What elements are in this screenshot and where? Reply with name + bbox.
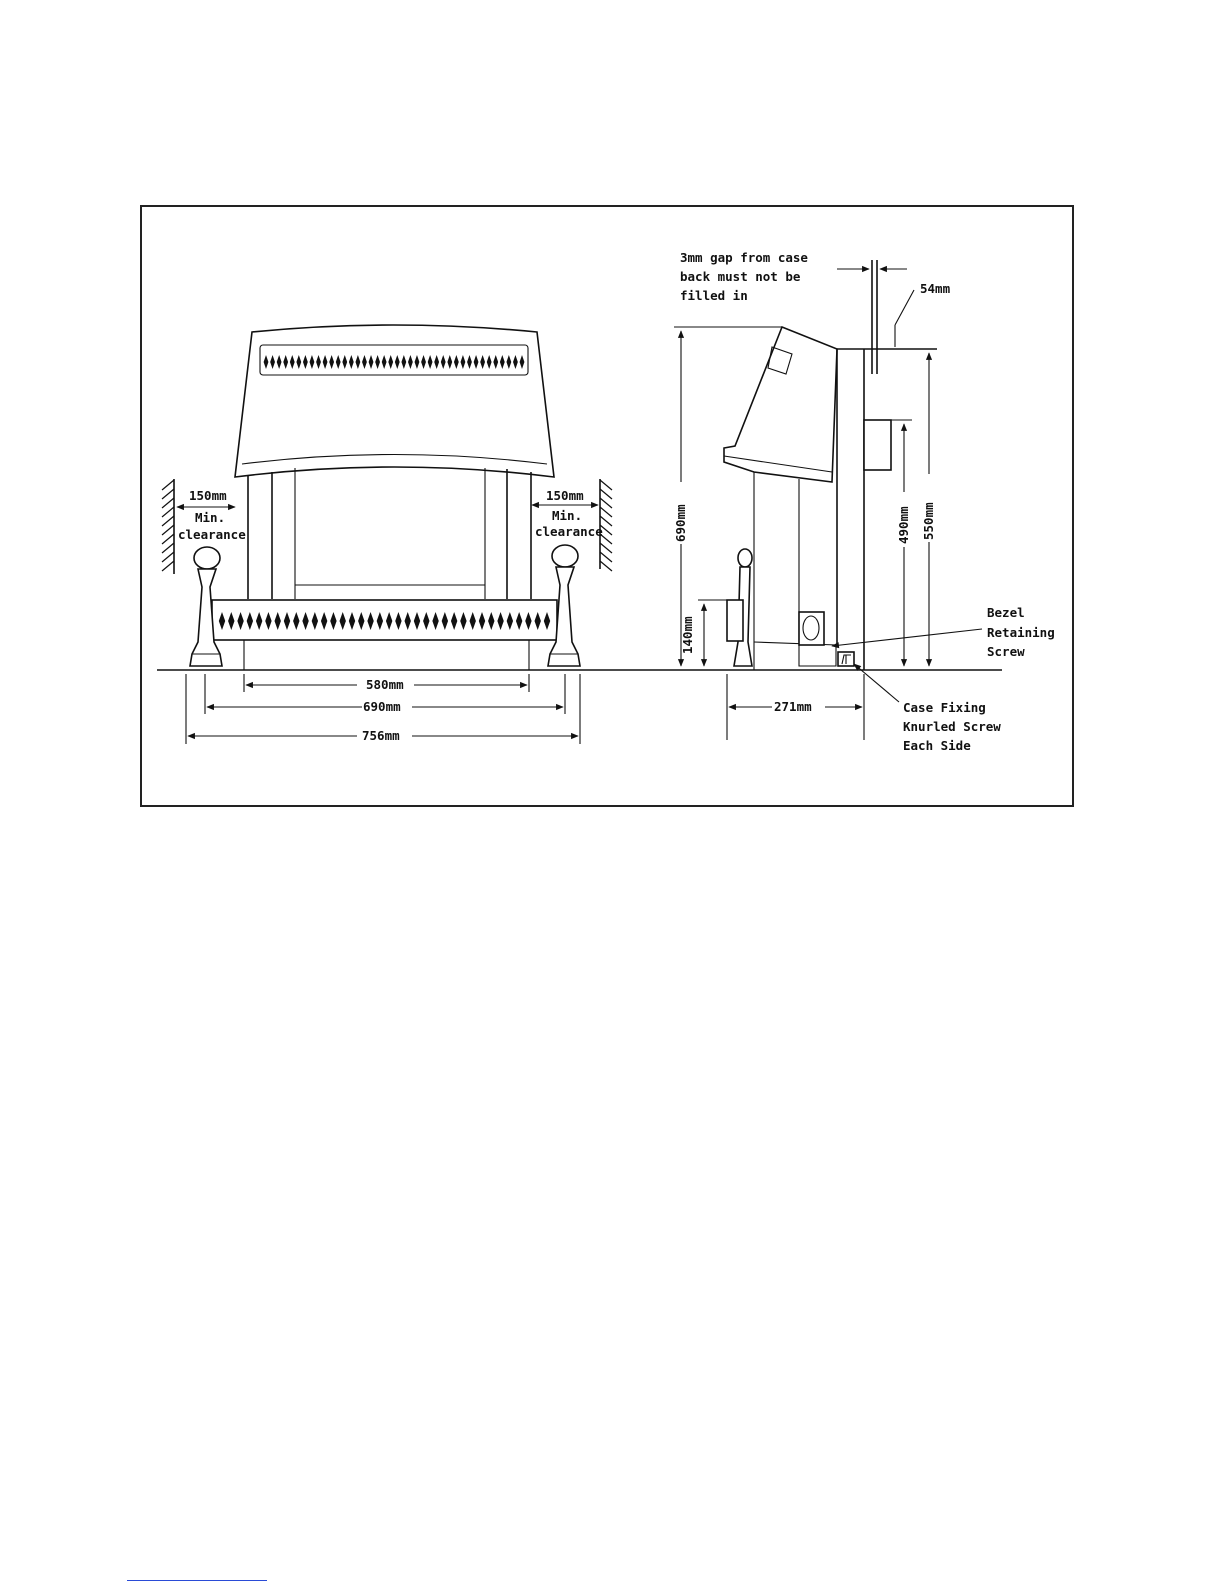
wall-hatch-line (600, 507, 612, 517)
side-elevation (673, 250, 1055, 753)
side-fret (727, 600, 743, 641)
height-140-label: 140mm (680, 616, 695, 654)
bezel-label-3: Screw (987, 644, 1025, 659)
wall-hatch-line (600, 552, 612, 562)
dim-54-leader (895, 290, 914, 325)
wall-bracket (864, 420, 891, 470)
footer-rule (127, 1580, 267, 1581)
left-wall (162, 479, 174, 574)
valve-base (799, 645, 836, 666)
gap-note-line-2: back must not be (680, 269, 801, 284)
wall-hatch-line (162, 534, 174, 544)
wall-hatch-line (162, 561, 174, 571)
right-clearance-dim: 150mm (546, 488, 584, 503)
width-580-label: 580mm (366, 677, 404, 692)
bezel-leader (832, 629, 982, 646)
case-label-1: Case Fixing (903, 700, 986, 715)
wall-hatch-line (162, 480, 174, 490)
wall-hatch-line (162, 498, 174, 508)
wall-hatch-line (600, 498, 612, 508)
wall-hatch-line (600, 489, 612, 499)
fret-bar (212, 600, 557, 640)
front-elevation (157, 325, 1002, 744)
wall-hatch-line (162, 489, 174, 499)
wall-hatch-line (162, 507, 174, 517)
diagram-frame (140, 205, 1074, 807)
wall-hatch-line (600, 480, 612, 490)
left-clearance-min: Min. (195, 510, 226, 525)
wall-hatch-line (162, 552, 174, 562)
wall-hatch-line (162, 525, 174, 535)
width-756-label: 756mm (362, 728, 400, 743)
left-clearance-dim: 150mm (189, 488, 227, 503)
bezel-label-1: Bezel (987, 605, 1025, 620)
gap-note-line-3: filled in (680, 288, 748, 303)
right-clearance-word: clearance (535, 524, 603, 539)
left-clearance-word: clearance (178, 527, 246, 542)
gap-note-line-1: 3mm gap from case (680, 250, 808, 265)
wall-hatch-line (162, 543, 174, 553)
fire-installation-diagram (142, 207, 1072, 805)
wall-hatch-line (162, 516, 174, 526)
height-690-label: 690mm (673, 504, 688, 542)
bezel-label-2: Retaining (987, 625, 1055, 640)
dim-54-label: 54mm (920, 281, 951, 296)
height-550-label: 550mm (921, 502, 936, 540)
depth-271-label: 271mm (774, 699, 812, 714)
height-490-label: 490mm (896, 506, 911, 544)
width-690-label: 690mm (363, 699, 401, 714)
right-clearance-min: Min. (552, 508, 583, 523)
case-label-2: Knurled Screw (903, 719, 1001, 734)
case-label-3: Each Side (903, 738, 971, 753)
wall-hatch-line (600, 561, 612, 571)
wall-hatch-line (600, 543, 612, 553)
